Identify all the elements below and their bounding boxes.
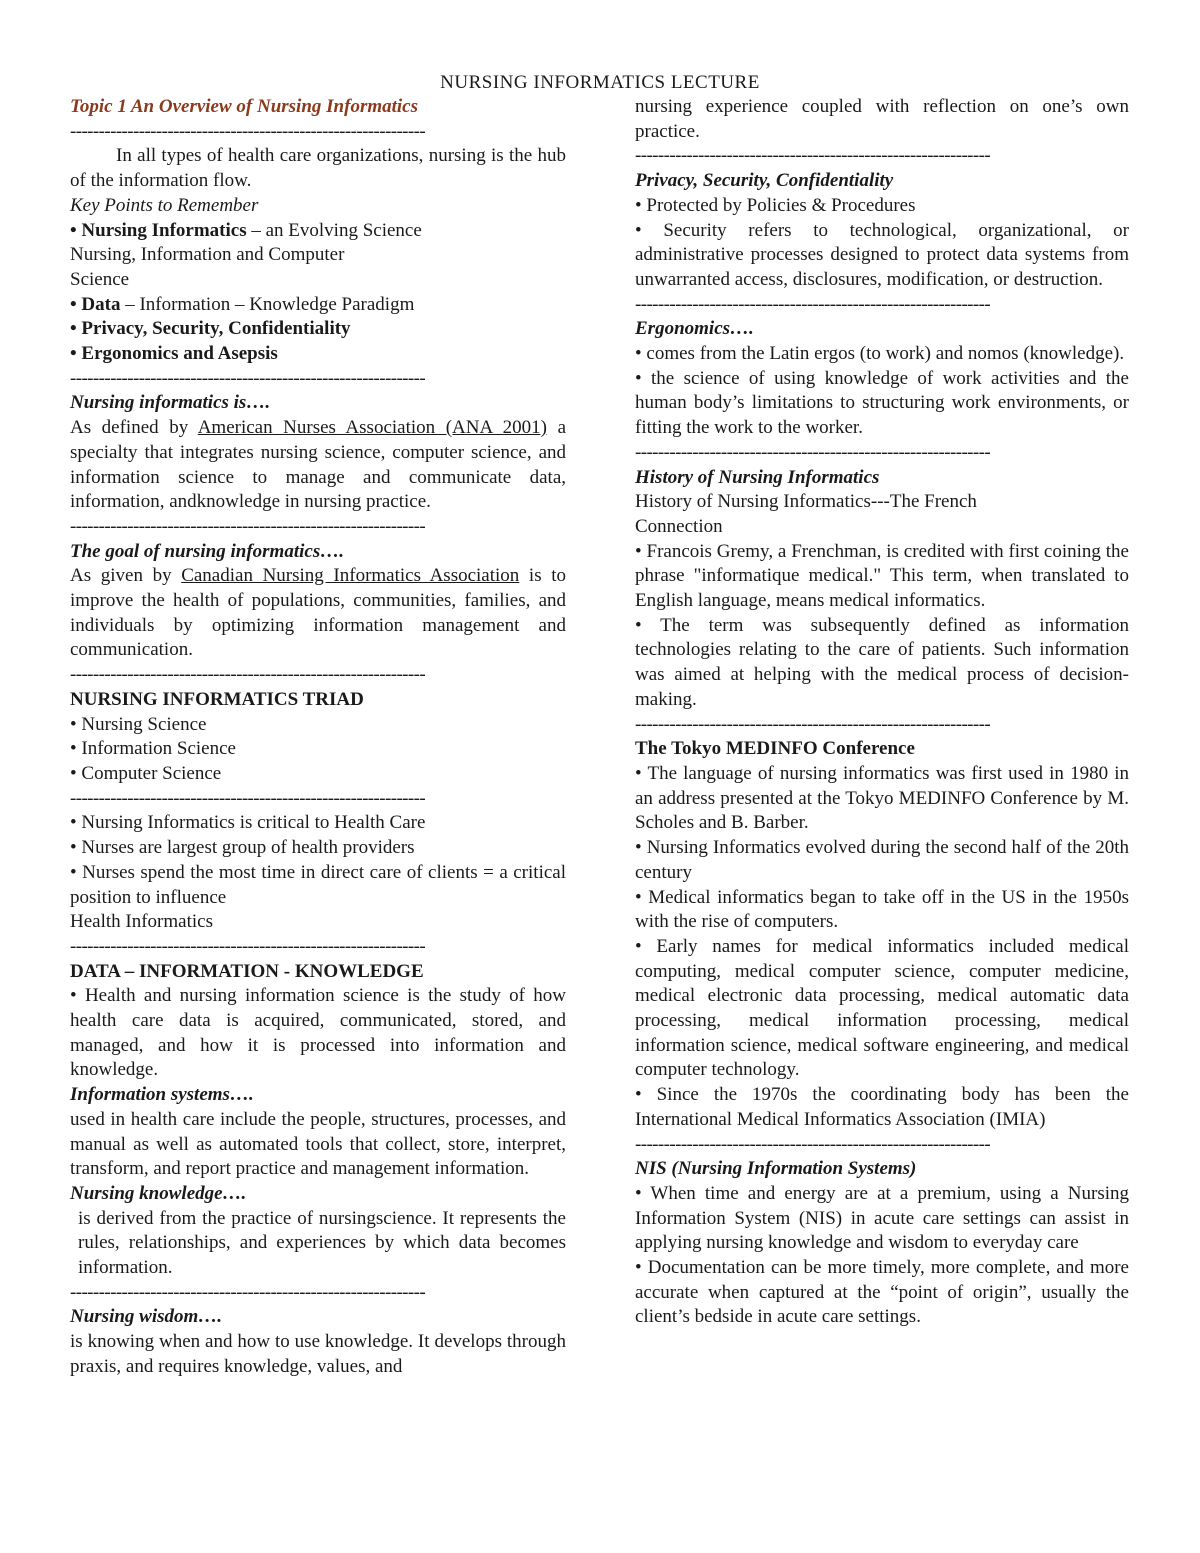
nursing-wisdom-paragraph: is knowing when and how to use knowledge. It develops through praxis, and requires knowledge, values, and: [70, 1331, 566, 1377]
history-line: Connection: [635, 515, 723, 537]
critical-item: • Nurses are largest group of health providers: [70, 837, 415, 859]
key-point-data: [70, 293, 566, 318]
separator: --------------------------------------------------------------: [70, 120, 426, 142]
section-heading-privacy: Privacy, Security, Confidentiality: [635, 170, 894, 192]
section-heading-nis: NIS (Nursing Information Systems): [635, 1158, 917, 1180]
key-point-text: – an Evolving Science: [246, 219, 422, 241]
nursing-informatics-definition: [70, 416, 566, 515]
tokyo-item: • The language of nursing informatics was first used in 1980 in an address presented at the Tokyo MEDINFO Conference by M. Scholes and B. Barber.: [635, 762, 1129, 834]
separator: --------------------------------------------------------------: [70, 787, 426, 809]
critical-item: • Nurses spend the most time in direct care of clients = a critical position to influence: [70, 861, 566, 908]
nis-item: • When time and energy are at a premium, using a Nursing Information System (NIS) in acute care settings can assist in applying nursing knowledge and wisdom to everyday care: [635, 1182, 1129, 1254]
privacy-item: • Protected by Policies & Procedures: [635, 194, 916, 216]
key-point-line: Science: [70, 268, 130, 290]
critical-item: Health Informatics: [70, 911, 213, 933]
separator: --------------------------------------------------------------: [70, 367, 426, 389]
ana-reference: American Nurses Association (ANA 2001): [197, 417, 548, 439]
subheading-information-systems: Information systems….: [70, 1084, 254, 1106]
separator: --------------------------------------------------------------: [70, 1281, 426, 1303]
history-item: • Francois Gremy, a Frenchman, is credited with first coining the phrase "informatique medical." This term, when translated to English language, means medical informatics.: [635, 540, 1129, 612]
text: As defined by: [70, 417, 198, 439]
section-heading-goal: The goal of nursing informatics….: [70, 540, 344, 562]
section-heading-nursing-informatics: Nursing informatics is….: [70, 392, 271, 414]
information-systems-paragraph: used in health care include the people, structures, processes, and manual as well as automated tools that collect, store, interpret, transform, and report practice and management information.: [70, 1108, 566, 1180]
key-points-heading: Key Points to Remember: [70, 194, 259, 216]
tokyo-item: • Nursing Informatics evolved during the second half of the 20th century: [635, 837, 1129, 883]
section-heading-ergonomics: Ergonomics….: [635, 318, 754, 340]
separator: --------------------------------------------------------------: [635, 145, 991, 167]
section-heading-history: History of Nursing Informatics: [635, 466, 880, 488]
subheading-nursing-wisdom: Nursing wisdom….: [70, 1306, 223, 1328]
text: a specialty that integrates nursing science, computer science, and information science to manage and communicate data, information, andknowledge in nursing practice.: [70, 417, 566, 513]
key-point-nursing-informatics: [70, 219, 566, 244]
dik-paragraph: • Health and nursing information science is the study of how health care data is acquired, communicated, stored, and managed, and how it is processed into information and knowledge.: [70, 985, 566, 1081]
intro-paragraph: In all types of health care organizations, nursing is the hub of the information flow.: [70, 145, 566, 192]
triad-item: • Information Science: [70, 738, 236, 760]
nursing-knowledge-paragraph: is derived from the practice of nursingscience. It represents the rules, relationships, and experiences by which data becomes information.: [78, 1207, 566, 1279]
separator: --------------------------------------------------------------: [635, 713, 991, 735]
key-point-label: • Data: [70, 293, 121, 315]
critical-item: • Nursing Informatics is critical to Health Care: [70, 812, 426, 834]
key-point-privacy: • Privacy, Security, Confidentiality: [70, 318, 351, 340]
privacy-item: • Security refers to technological, organizational, or administrative processes designed to protect data systems from unwarranted access, disclosures, modification, or destruction.: [635, 219, 1129, 290]
section-heading-tokyo: The Tokyo MEDINFO Conference: [635, 738, 915, 760]
history-item: • The term was subsequently defined as information technologies relating to the care of patients. Such information was aimed at helping with the medical process of decision-making.: [635, 614, 1129, 710]
section-heading-triad: NURSING INFORMATICS TRIAD: [70, 688, 364, 710]
key-point-line: Nursing, Information and Computer: [70, 244, 345, 266]
nis-item: • Documentation can be more timely, more complete, and more accurate when captured at the “point of origin”, usually the client’s bedside in acute care settings.: [635, 1257, 1129, 1328]
separator: --------------------------------------------------------------: [635, 1133, 991, 1155]
left-column: [70, 95, 566, 1380]
text: is to improve the health of populations, communities, families, and individuals by optimizing information management and communication.: [70, 565, 566, 661]
section-heading-dik: DATA – INFORMATION - KNOWLEDGE: [70, 960, 424, 982]
separator: --------------------------------------------------------------: [635, 293, 991, 315]
triad-item: • Nursing Science: [70, 713, 207, 735]
separator: --------------------------------------------------------------: [70, 935, 426, 957]
tokyo-item: • Medical informatics began to take off in the US in the 1950s with the rise of computers.: [635, 886, 1129, 933]
cnia-reference: Canadian Nursing Informatics Association: [181, 565, 520, 587]
continued-paragraph: nursing experience coupled with reflection on one’s own practice.: [635, 96, 1129, 142]
text: As given by: [70, 565, 182, 587]
page-title: NURSING INFORMATICS LECTURE: [440, 72, 760, 93]
triad-item: • Computer Science: [70, 762, 222, 784]
separator: --------------------------------------------------------------: [70, 664, 426, 686]
key-point-ergonomics: • Ergonomics and Asepsis: [70, 343, 278, 365]
tokyo-item: • Since the 1970s the coordinating body has been the International Medical Informatics Association (IMIA): [635, 1084, 1129, 1130]
topic-heading: Topic 1 An Overview of Nursing Informatics: [70, 96, 419, 117]
history-line: History of Nursing Informatics---The French: [635, 491, 977, 513]
right-column: [635, 95, 1129, 1330]
tokyo-item: • Early names for medical informatics included medical computing, medical computer science, computer medicine, medical electronic data processing, medical automatic data processing, medical information processing, medical information science, medical software engineering, and medical computer technology.: [635, 935, 1129, 1081]
ergonomics-item: • the science of using knowledge of work activities and the human body’s limitations to structuring work environments, or fitting the work to the worker.: [635, 367, 1129, 439]
subheading-nursing-knowledge: Nursing knowledge….: [70, 1182, 247, 1204]
separator: --------------------------------------------------------------: [70, 515, 426, 537]
key-point-text: – Information – Knowledge Paradigm: [120, 293, 415, 315]
ergonomics-item: • comes from the Latin ergos (to work) and nomos (knowledge).: [635, 343, 1125, 365]
goal-paragraph: [70, 564, 566, 663]
key-point-label: • Nursing Informatics: [70, 219, 247, 241]
separator: --------------------------------------------------------------: [635, 441, 991, 463]
